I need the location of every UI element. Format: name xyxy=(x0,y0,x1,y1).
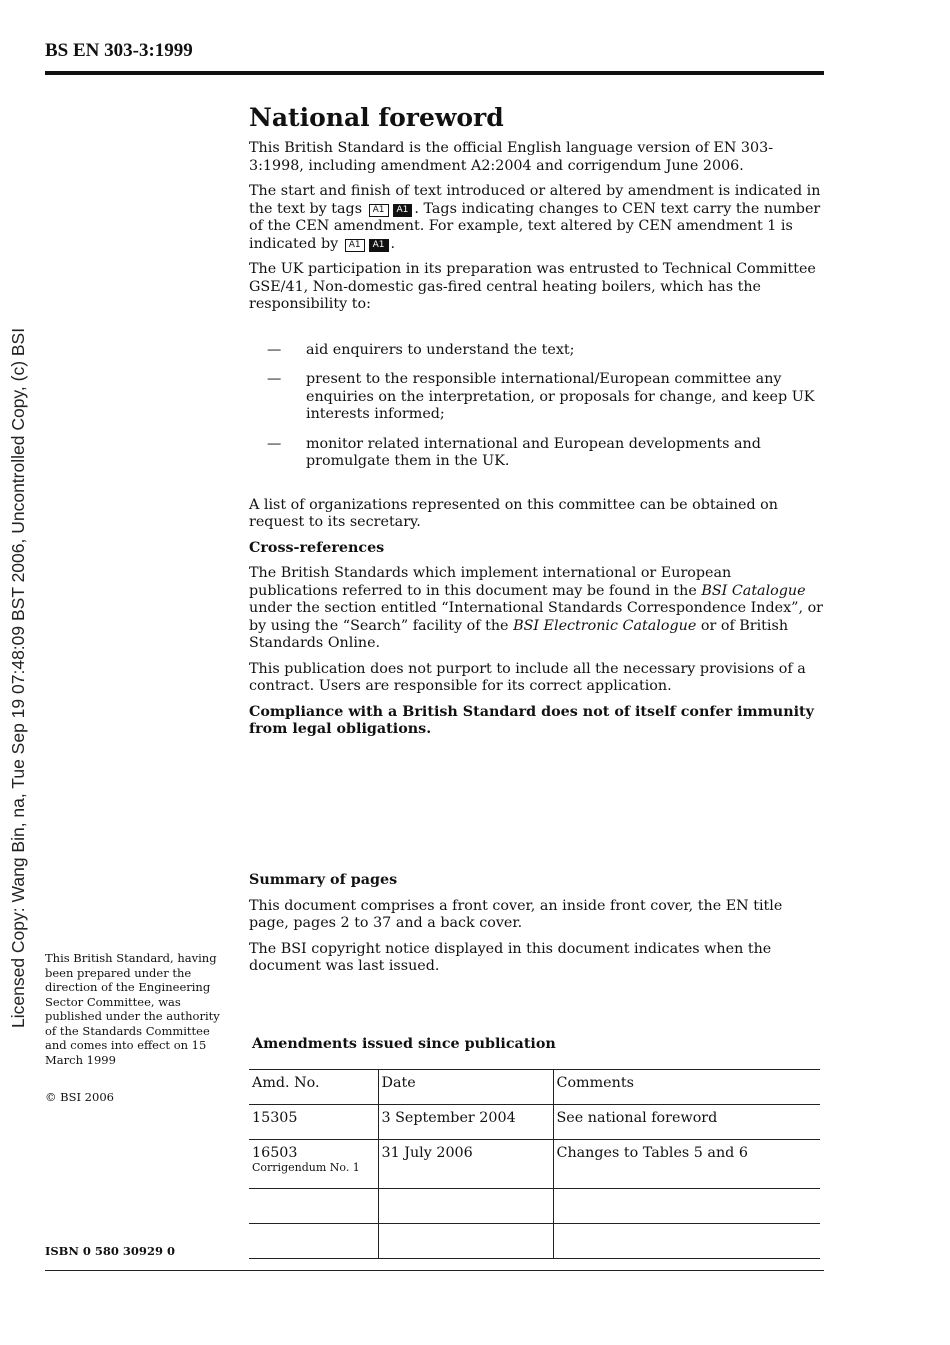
page-title: National foreword xyxy=(249,103,504,132)
table-row xyxy=(249,1140,820,1189)
amendments-title: Amendments issued since publication xyxy=(252,1036,556,1052)
cross-references-heading: Cross-references xyxy=(249,539,385,556)
table-row xyxy=(249,1189,820,1224)
column-header: Date xyxy=(378,1070,553,1105)
compliance-statement: Compliance with a British Standard does not of itself confer immunity from legal obligations. xyxy=(249,703,814,737)
license-watermark: Licensed Copy: Wang Bin, na, Tue Sep 19 07:48:09 BST 2006, Uncontrolled Copy, (c) BSI xyxy=(8,327,28,1028)
table-row xyxy=(249,1224,820,1259)
amendments-table xyxy=(249,1069,820,1259)
cross-references-paragraph: The British Standards which implement international or European publications referred to in this document may be found in the BSI Catalogue under the section entitled “International Standards Correspondence Index”, or by using the “Search” facility of the BSI Electronic Catalogue or of British Standards Online. xyxy=(249,565,824,651)
column-header: Amd. No. xyxy=(249,1070,378,1105)
corrigendum-label: Corrigendum No. 1 xyxy=(252,1161,360,1174)
responsibility-list xyxy=(249,342,824,471)
document-id: BS EN 303-3:1999 xyxy=(45,40,193,61)
amendment-number: 15305 xyxy=(249,1105,378,1140)
copyright: © BSI 2006 xyxy=(45,1090,114,1104)
publication-note: This British Standard, having been prepared under the direction of the Engineering Sector Committee, was published under the authority of the Standards Committee and comes into effect on 15 March 1999 xyxy=(45,951,220,1067)
organizations-paragraph: A list of organizations represented on this committee can be obtained on request to its secretary. xyxy=(249,496,778,530)
intro-paragraph: This British Standard is the official English language version of EN 303-3:1998, including amendment A2:2004 and corrigendum June 2006. xyxy=(249,140,774,174)
copyright-notice-paragraph: The BSI copyright notice displayed in this document indicates when the document was last issued. xyxy=(249,940,772,974)
amendment-end-tag-icon: A1 xyxy=(393,204,413,217)
summary-paragraph: This document comprises a front cover, an inside front cover, the EN title page, pages 2 to 37 and a back cover. xyxy=(249,897,783,931)
committee-paragraph: The UK participation in its preparation was entrusted to Technical Committee GSE/41, Non-domestic gas-fired central heating boilers, which has the responsibility to: xyxy=(249,261,816,312)
summary-heading: Summary of pages xyxy=(249,872,398,888)
list-item: — monitor related international and European developments and promulgate them in the UK. xyxy=(267,435,761,469)
summary-of-pages xyxy=(249,872,824,984)
list-item: — present to the responsible international/European committee any enquiries on the interpretation, or proposals for change, and keep UK interests informed; xyxy=(267,371,815,422)
amendment-date: 3 September 2004 xyxy=(378,1105,553,1140)
amendment-date: 31 July 2006 xyxy=(378,1140,553,1189)
table-row xyxy=(249,1105,820,1140)
amendment-end-tag-icon: A1 xyxy=(369,239,389,252)
header-rule xyxy=(45,71,824,75)
provisions-paragraph: This publication does not purport to include all the necessary provisions of a contract. Users are responsible for its correct application. xyxy=(249,660,806,694)
bsi-catalogue-title: BSI Catalogue xyxy=(701,582,806,599)
bsi-electronic-catalogue-title: BSI Electronic Catalogue xyxy=(513,617,697,634)
national-foreword xyxy=(249,102,824,747)
amendment-start-tag-icon: A1 xyxy=(369,204,389,217)
footer-rule xyxy=(45,1270,824,1271)
amendment-number: 16503 Corrigendum No. 1 xyxy=(249,1140,378,1189)
amendment-start-tag-icon: A1 xyxy=(345,239,365,252)
column-header: Comments xyxy=(553,1070,820,1105)
table-header-row xyxy=(249,1070,820,1105)
isbn: ISBN 0 580 30929 0 xyxy=(45,1244,175,1258)
list-item: — aid enquirers to understand the text; xyxy=(267,341,575,358)
amendment-comment: Changes to Tables 5 and 6 xyxy=(553,1140,820,1189)
amendment-tags-paragraph: The start and finish of text introduced or altered by amendment is indicated in the text by tags A1 A1 . Tags indicating changes to CEN text carry the number of the CEN amendment. For example, text altered by CEN amendment 1 is indicated by A1 A1 . xyxy=(249,183,821,252)
amendment-comment: See national foreword xyxy=(553,1105,820,1140)
